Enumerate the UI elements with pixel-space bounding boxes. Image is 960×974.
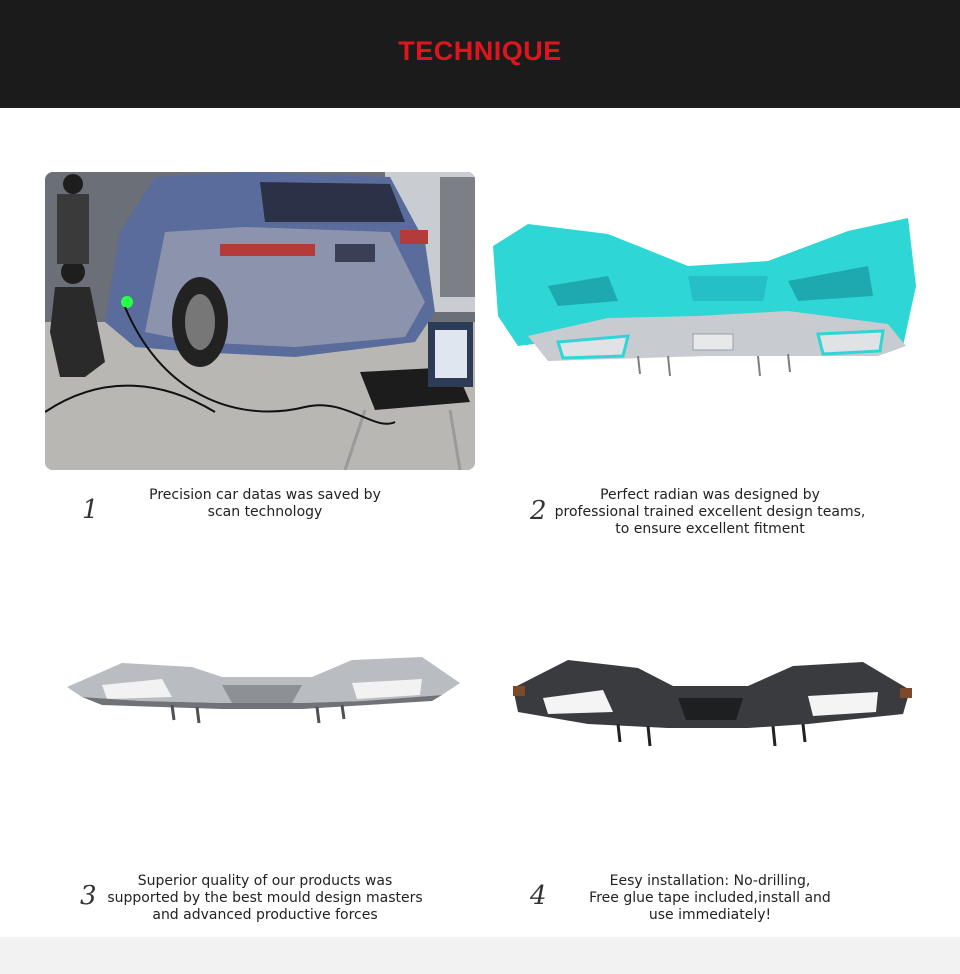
step-number: 2 <box>530 496 547 526</box>
carbon-diffuser <box>508 650 916 750</box>
step-caption <box>540 487 880 538</box>
3d-scan-model <box>488 206 920 420</box>
step-number: 3 <box>80 881 97 911</box>
car-scanning-photo <box>45 172 475 470</box>
caption-line: use immediately! <box>648 907 772 923</box>
caption-line: Free glue tape included,install and <box>589 890 831 906</box>
caption-line: scan technology <box>207 504 323 520</box>
caption-line: Superior quality of our products was <box>137 873 393 889</box>
page-title: TECHNIQUE <box>398 36 562 66</box>
caption-line: Precision car datas was saved by <box>149 487 381 503</box>
diffuser-prototype <box>62 645 464 725</box>
caption-line: professional trained excellent design teams, <box>554 504 866 520</box>
step-number: 1 <box>82 495 99 525</box>
caption-line: and advanced productive forces <box>152 907 378 923</box>
caption-line: to ensure excellent fitment <box>615 521 805 537</box>
page-header <box>0 0 960 108</box>
caption-line: Perfect radian was designed by <box>600 487 820 503</box>
step-caption <box>105 487 425 521</box>
caption-line: Eesy installation: No-drilling, <box>609 873 811 889</box>
step-caption <box>560 873 860 924</box>
footer-band <box>0 937 960 974</box>
step-number: 4 <box>530 881 547 911</box>
step-caption <box>95 873 435 924</box>
caption-line: supported by the best mould design masters <box>107 890 423 906</box>
